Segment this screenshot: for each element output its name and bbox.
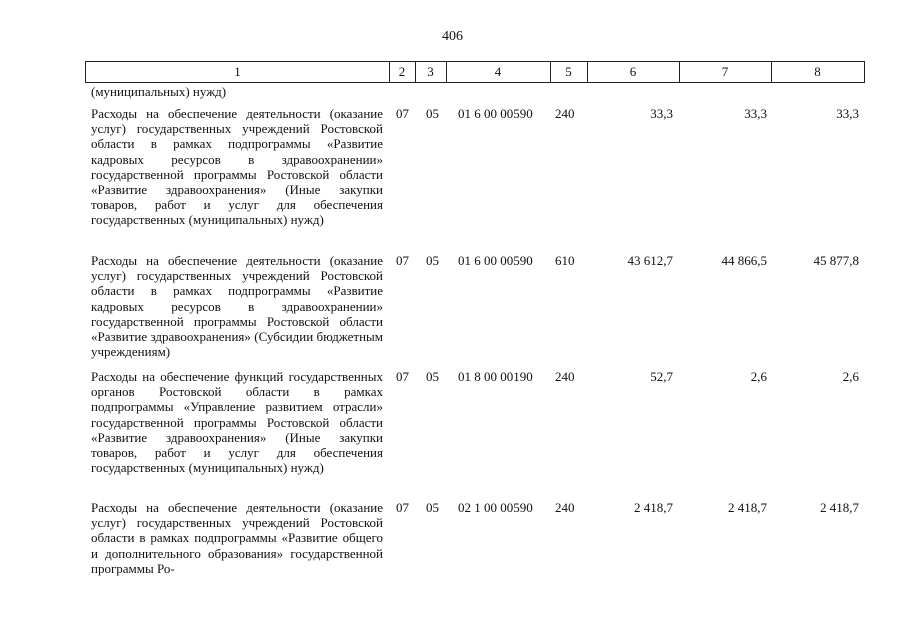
page-number: 406: [442, 29, 463, 44]
row-value-1: 33,3: [650, 106, 673, 121]
row-csr: 01 8 00 00190: [458, 369, 533, 384]
continuation-text: (муниципальных) нужд): [91, 84, 227, 99]
row-pr: 05: [426, 500, 439, 515]
table-header-col-3: 3: [415, 61, 447, 83]
table-header-col-5: 5: [550, 61, 588, 83]
row-vr: 240: [555, 106, 575, 121]
table-header-col-7: 7: [679, 61, 772, 83]
row-vr: 240: [555, 500, 575, 515]
row-value-1: 52,7: [650, 369, 673, 384]
row-value-2: 33,3: [744, 106, 767, 121]
row-vr: 610: [555, 253, 575, 268]
row-rz: 07: [396, 369, 409, 384]
row-value-3: 33,3: [836, 106, 859, 121]
row-rz: 07: [396, 253, 409, 268]
row-value-3: 2 418,7: [820, 500, 859, 515]
row-value-1: 2 418,7: [634, 500, 673, 515]
row-value-1: 43 612,7: [627, 253, 673, 268]
row-rz: 07: [396, 500, 409, 515]
row-value-2: 2 418,7: [728, 500, 767, 515]
row-description: Расходы на обеспечение функций государственных органов Ростовской области в рамках подпрограммы «Управление развитием отрасли» государственной программы Ростовской области «Развитие здравоохранения» (Иные закупки товаров, работ и услуг для обеспечения государственных (муниципальных) нужд): [91, 369, 383, 476]
row-value-3: 45 877,8: [813, 253, 859, 268]
row-description: Расходы на обеспечение деятельности (оказание услуг) государственных учреждений Ростовской области в рамках подпрограммы «Развитие общего и дополнительного образования» государственной программы Ро-: [91, 500, 383, 576]
table-header-col-1: 1: [85, 61, 390, 83]
row-pr: 05: [426, 253, 439, 268]
table-header-col-6: 6: [587, 61, 680, 83]
row-value-2: 44 866,5: [721, 253, 767, 268]
row-vr: 240: [555, 369, 575, 384]
row-description: Расходы на обеспечение деятельности (оказание услуг) государственных учреждений Ростовской области в рамках подпрограммы «Развитие кадровых ресурсов в здравоохранении» государственной программы Ростовской области «Развитие здравоохранения» (Иные закупки товаров, работ и услуг для обеспечения государственных (муниципальных) нужд): [91, 106, 383, 228]
row-csr: 01 6 00 00590: [458, 253, 533, 268]
row-pr: 05: [426, 369, 439, 384]
row-description: Расходы на обеспечение деятельности (оказание услуг) государственных учреждений Ростовской области в рамках подпрограммы «Развитие кадровых ресурсов в здравоохранении» государственной программы Ростовской области «Развитие здравоохранения» (Субсидии бюджетным учреждениям): [91, 253, 383, 360]
row-csr: 01 6 00 00590: [458, 106, 533, 121]
row-value-3: 2,6: [842, 369, 859, 384]
table-header-col-4: 4: [446, 61, 551, 83]
table-header-col-8: 8: [771, 61, 865, 83]
row-rz: 07: [396, 106, 409, 121]
row-csr: 02 1 00 00590: [458, 500, 533, 515]
row-pr: 05: [426, 106, 439, 121]
table-header-col-2: 2: [389, 61, 416, 83]
row-value-2: 2,6: [750, 369, 767, 384]
